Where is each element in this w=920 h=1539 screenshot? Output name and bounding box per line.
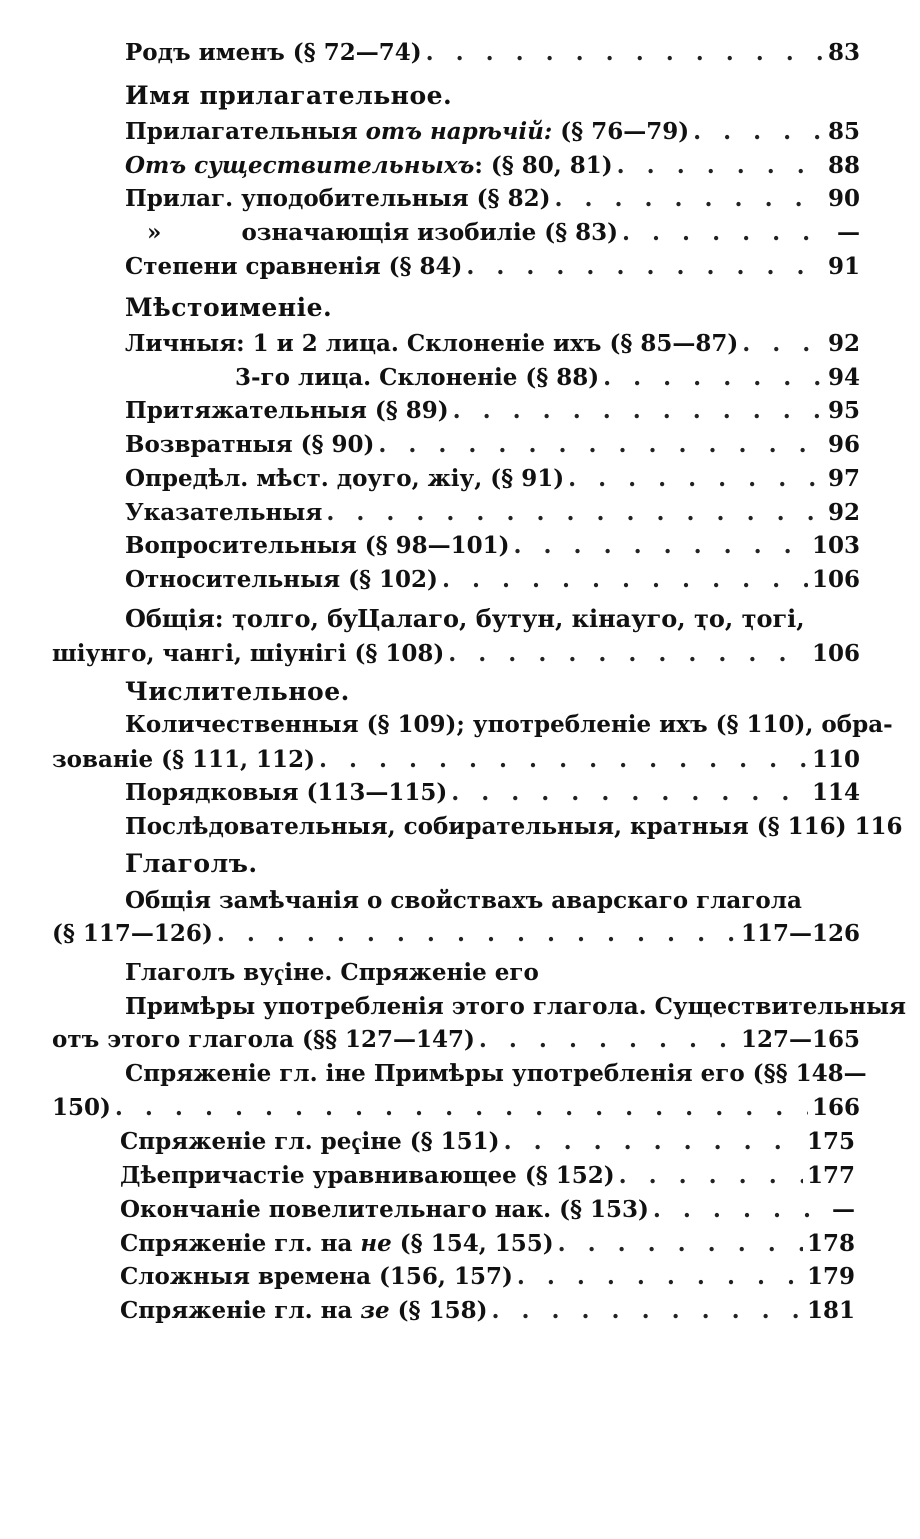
entry-title-line2: шіунго, чангі, шіунігі (§ 108) (52, 640, 445, 667)
entry-title: Спряженіе гл. на не (§ 154, 155) (120, 1230, 554, 1257)
leader-dots (426, 37, 824, 69)
page-number: 166 (811, 1094, 860, 1121)
entry-title: Отъ существительныхъ: (§ 80, 81) (125, 152, 613, 179)
page-number: — (837, 219, 860, 246)
leader-dots (326, 497, 824, 529)
entry-title-line1: Количественныя (§ 109); употребленіе ихъ (§ 110), обра- (125, 711, 893, 738)
toc-entry (120, 1261, 855, 1293)
toc-entry (52, 918, 860, 950)
page-number: 175 (806, 1128, 855, 1155)
page-number: 83 (827, 39, 860, 66)
entry-title-line1: Общія замѣчанія о свойствахъ аварскаго глагола (125, 887, 802, 914)
page-number: 178 (806, 1230, 855, 1257)
entry-title: Спряженіе гл. на зе (§ 158) (120, 1297, 488, 1324)
page-number: 94 (827, 364, 860, 391)
leader-dots (514, 530, 808, 562)
toc-entry (125, 429, 860, 461)
toc-entry (125, 811, 903, 843)
page-number: 181 (806, 1297, 855, 1324)
page-number: 88 (827, 152, 860, 179)
page-number: 96 (827, 431, 860, 458)
toc-entry (125, 150, 860, 182)
page-number: 103 (811, 532, 860, 559)
entry-title: Прилагательныя отъ нарѣчій: (§ 76—79) (125, 118, 690, 145)
page-number: 97 (827, 465, 860, 492)
entry-title: Окончаніе повелительнаго нак. (§ 153) (120, 1196, 649, 1223)
entry-title: Прилаг. уподобительныя (§ 82) (125, 185, 551, 212)
toc-entry (120, 1228, 855, 1260)
entry-title: 3-го лица. Склоненіе (§ 88) (235, 364, 600, 391)
leader-dots (319, 744, 808, 776)
page-number: 92 (827, 330, 860, 357)
leader-dots (492, 1295, 803, 1327)
leader-dots (568, 463, 824, 495)
page-number: 179 (806, 1263, 855, 1290)
leader-dots (554, 183, 824, 215)
toc-entry (120, 1194, 855, 1226)
section-heading: Имя прилагательное. (125, 81, 453, 110)
leader-dots (622, 217, 833, 249)
page-number: 95 (827, 397, 860, 424)
entry-title-line1: Общія: ҭолго, бyЦалаго, бутун, кінауго, ҭо, ҭогі, (125, 604, 805, 633)
entry-title: Сложныя времена (156, 157) (120, 1263, 513, 1290)
toc-entry (125, 251, 860, 283)
entry-title-line1: Примѣры употребленія этого глагола. Существительныя (125, 993, 907, 1020)
toc-entry (125, 217, 860, 249)
entry-title-line2: зованіе (§ 111, 112) (52, 746, 315, 773)
toc-entry (120, 1295, 855, 1327)
page-number: 177 (806, 1162, 855, 1189)
toc-entry (52, 744, 860, 776)
page-number: — (832, 1196, 855, 1223)
leader-dots (451, 777, 808, 809)
page-number: 91 (827, 253, 860, 280)
entry-title: Спряженіе гл. реҁіне (§ 151) (120, 1128, 500, 1155)
leader-dots (603, 362, 824, 394)
page-number: 85 (827, 118, 860, 145)
toc-entry (125, 395, 860, 427)
section-heading: Числительное. (125, 677, 350, 706)
leader-dots (517, 1261, 803, 1293)
entry-title-line2: 150) (52, 1094, 111, 1121)
toc-entry (52, 638, 860, 670)
section-heading: Мѣстоименіе. (125, 293, 333, 322)
page-number: 117—126 (740, 920, 860, 947)
entry-title: Глаголъ вуҁіне. Спряженіе его (125, 959, 539, 986)
leader-dots (217, 918, 737, 950)
leader-dots (742, 328, 824, 360)
toc-entry (125, 463, 860, 495)
entry-title: Родъ именъ (§ 72—74) (125, 39, 422, 66)
leader-dots (653, 1194, 828, 1226)
page-number: 106 (811, 566, 860, 593)
toc-entry (125, 497, 860, 529)
leader-dots (504, 1126, 803, 1158)
toc-entry (125, 777, 860, 809)
entry-title: Вопросительныя (§ 98—101) (125, 532, 510, 559)
entry-title: Личныя: 1 и 2 лица. Склоненіе ихъ (§ 85—87) (125, 330, 739, 357)
leader-dots (448, 638, 808, 670)
entry-title: » означающія изобиліе (§ 83) (147, 219, 619, 246)
toc-entry (52, 1092, 860, 1124)
entry-title: Порядковыя (113—115) (125, 779, 448, 806)
entry-title: Относительныя (§ 102) (125, 566, 438, 593)
toc-entry (125, 37, 860, 69)
leader-dots (453, 395, 824, 427)
entry-title: Притяжательныя (§ 89) (125, 397, 449, 424)
leader-dots (115, 1092, 808, 1124)
leader-dots (558, 1228, 803, 1260)
toc-entry (125, 116, 860, 148)
entry-title: Послѣдовательныя, собирательныя, кратныя (§ 116) (125, 813, 847, 840)
page-number: 92 (827, 499, 860, 526)
leader-dots (378, 429, 824, 461)
entry-title: Возвратныя (§ 90) (125, 431, 375, 458)
page-number: 90 (827, 185, 860, 212)
section-heading: Глаголъ. (125, 849, 258, 878)
toc-entry (120, 1160, 855, 1192)
toc-entry (125, 183, 860, 215)
entry-title-line2: отъ этого глагола (§§ 127—147) (52, 1026, 475, 1053)
toc-entry (52, 1024, 860, 1056)
page-number: 110 (811, 746, 860, 773)
leader-dots (619, 1160, 803, 1192)
leader-dots (466, 251, 824, 283)
leader-dots (479, 1024, 737, 1056)
entry-title: Степени сравненія (§ 84) (125, 253, 463, 280)
leader-dots (693, 116, 824, 148)
entry-title-line1: Спряженіе гл. іне Примѣры употребленія его (§§ 148— (125, 1060, 867, 1087)
toc-entry (125, 362, 860, 394)
leader-dots (442, 564, 808, 596)
toc-entry (125, 564, 860, 596)
entry-title: Опредѣл. мѣст. доуго, жіу, (§ 91) (125, 465, 565, 492)
page-number: 114 (811, 779, 860, 806)
entry-title-line2: (§ 117—126) (52, 920, 213, 947)
toc-entry (125, 328, 860, 360)
page-number: 127—165 (740, 1026, 860, 1053)
toc-entry (120, 1126, 855, 1158)
page-number: 116 (854, 813, 903, 840)
entry-title: Указательныя (125, 499, 323, 526)
toc-entry (125, 530, 860, 562)
page-number: 106 (811, 640, 860, 667)
entry-title: Дѣепричастіе уравнивающее (§ 152) (120, 1162, 615, 1189)
leader-dots (617, 150, 824, 182)
